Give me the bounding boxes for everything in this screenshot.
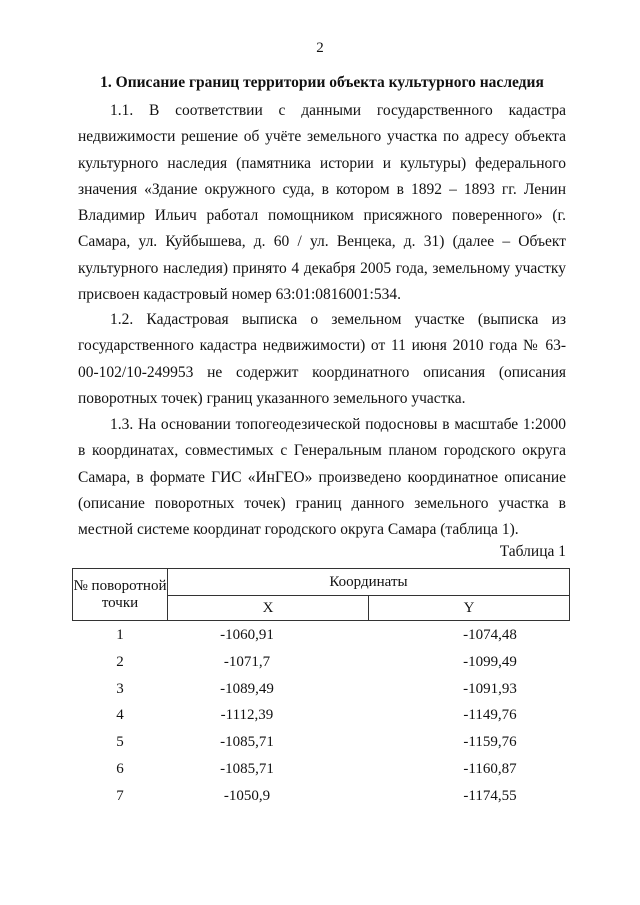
table-caption: Таблица 1 — [499, 543, 566, 560]
table-row — [73, 621, 570, 650]
table-row — [73, 729, 570, 756]
x-header: X — [168, 596, 369, 621]
x-coordinate-cell: -1112,39 — [220, 707, 274, 724]
x-coordinate-cell: -1085,71 — [220, 761, 274, 778]
table-row — [73, 783, 570, 810]
x-coordinate-cell: -1085,71 — [220, 734, 274, 751]
y-coordinate-cell: -1074,48 — [463, 626, 517, 643]
point-number-cell: 4 — [116, 707, 124, 724]
section-title: 1. Описание границ территории объекта культурного наследия — [100, 74, 544, 91]
page-number: 2 — [316, 40, 324, 56]
coordinates-table — [72, 568, 570, 810]
paragraph-1-3: 1.3. На основании топогеодезической подосновы в масштабе 1:2000 в координатах, совместимых с Генеральным планом городского округа Самара, в формате ГИС «ИнГЕО» произведено координатное описание (описание поворотных точек) границ данного земельного участка в местной системе координат городского округа Самара (таблица 1). — [78, 416, 566, 539]
paragraph-1-1: 1.1. В соответствии с данными государственного кадастра недвижимости решение об учёте земельного участка по адресу объекта культурного наследия (памятника истории и культуры) федерального значения «Здание окружного суда, в котором в 1892 – 1893 гг. Ленин Владимир Ильич работал помощником присяжного поверенного» (г. Самара, ул. Куйбышева, д. 60 / ул. Венцека, д. 31) (далее – Объект культурного наследия) принято 4 декабря 2005 года, земельному участку присвоен кадастровый номер 63:01:0816001:534. — [78, 102, 566, 304]
y-header: Y — [369, 596, 570, 621]
y-coordinate-cell: -1174,55 — [463, 787, 517, 804]
table-row — [73, 676, 570, 703]
point-number-header: № поворотной точки — [73, 569, 168, 621]
paragraph-1-2: 1.2. Кадастровая выписка о земельном участке (выписка из государственного кадастра недвижимости) от 11 июня 2010 года № 63-00-102/10-249953 не содержит координатного описания (описания поворотных точек) границ указанного земельного участка. — [78, 311, 566, 407]
x-coordinate-cell: -1089,49 — [220, 680, 274, 697]
y-coordinate-cell: -1149,76 — [463, 707, 517, 724]
table-row — [73, 703, 570, 730]
point-number-cell: 3 — [116, 680, 124, 697]
table-row — [73, 649, 570, 676]
point-number-cell: 1 — [116, 626, 124, 643]
y-coordinate-cell: -1159,76 — [463, 734, 517, 751]
point-number-cell: 5 — [116, 734, 124, 751]
point-number-cell: 2 — [116, 653, 124, 670]
y-coordinate-cell: -1160,87 — [463, 761, 517, 778]
x-coordinate-cell: -1060,91 — [220, 626, 274, 643]
point-number-cell: 7 — [116, 787, 124, 804]
x-coordinate-cell: -1050,9 — [223, 787, 271, 804]
coordinates-header: Координаты — [168, 569, 570, 596]
table-row — [73, 756, 570, 783]
x-coordinate-cell: -1071,7 — [223, 653, 271, 670]
table-body — [73, 621, 570, 810]
y-coordinate-cell: -1099,49 — [463, 653, 517, 670]
point-number-cell: 6 — [116, 761, 124, 778]
y-coordinate-cell: -1091,93 — [463, 680, 517, 697]
